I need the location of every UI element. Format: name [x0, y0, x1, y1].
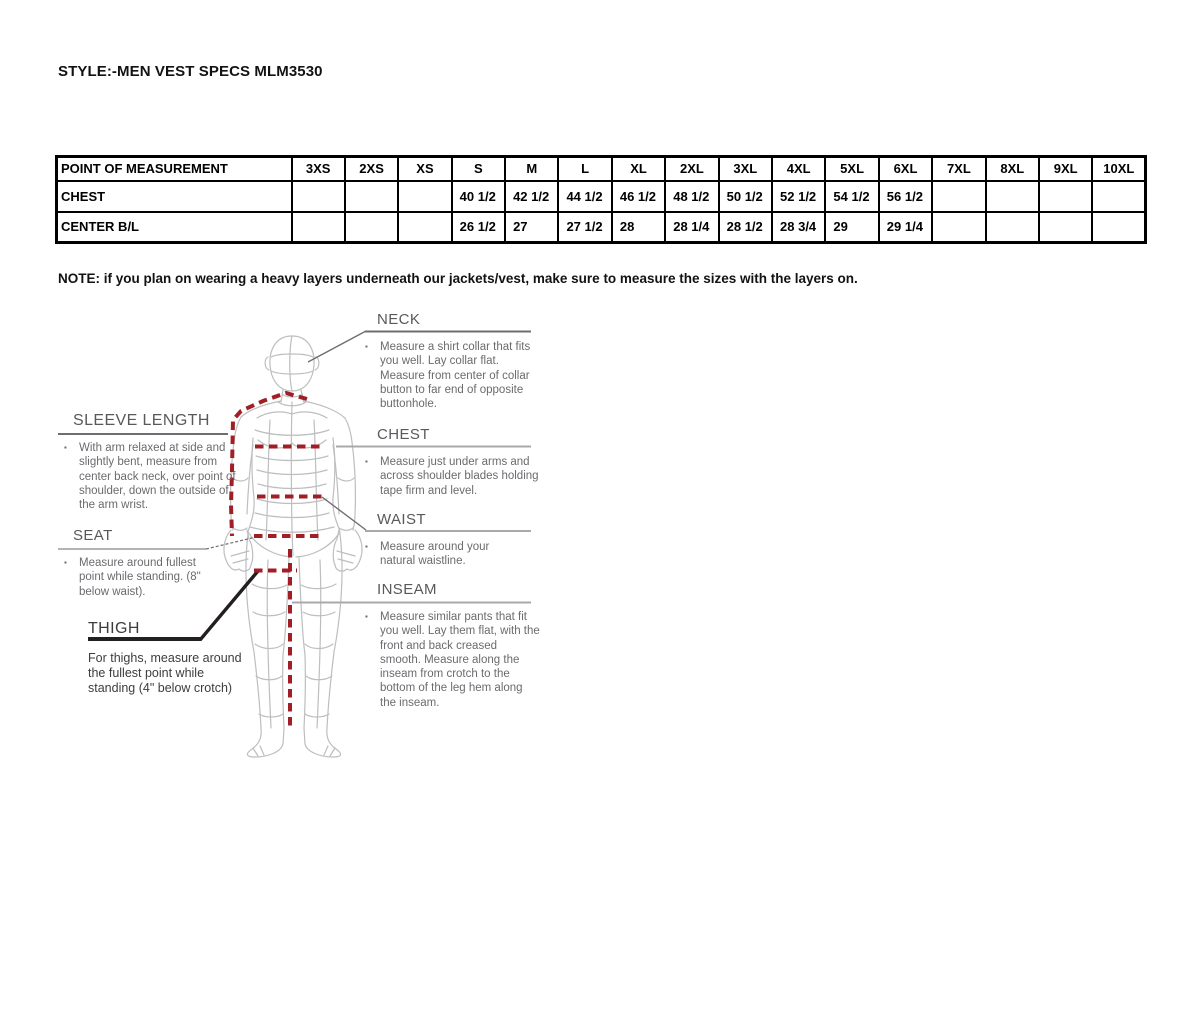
column-header-size: 3XS [292, 157, 345, 181]
row-label: CENTER B/L [57, 212, 292, 243]
thigh-description: For thighs, measure around the fullest point while standing (4" below crotch) [88, 651, 242, 695]
column-header-size: XL [612, 157, 665, 181]
table-cell: 50 1/2 [719, 181, 772, 212]
column-header-size: 8XL [986, 157, 1039, 181]
neck-and-sleeve-measure-line [231, 393, 307, 536]
waist-description: Measure around your natural waistline. [380, 541, 490, 568]
neck-connector-line [308, 331, 366, 362]
column-header-size: 5XL [825, 157, 878, 181]
seat-description: Measure around fullest point while standing. (8" below waist). [79, 557, 201, 598]
column-header-size: 3XL [719, 157, 772, 181]
column-header-size: L [558, 157, 611, 181]
neck-heading: NECK [377, 311, 421, 328]
table-cell: 54 1/2 [825, 181, 878, 212]
column-header-size: S [452, 157, 505, 181]
waist-heading: WAIST [377, 511, 426, 528]
column-header-size: M [505, 157, 558, 181]
table-cell: 48 1/2 [665, 181, 718, 212]
square-bullet-icon: ▪ [64, 443, 67, 452]
square-bullet-icon: ▪ [365, 342, 368, 351]
table-cell: 52 1/2 [772, 181, 825, 212]
square-bullet-icon: ▪ [365, 612, 368, 621]
note-text: NOTE: if you plan on wearing a heavy layers underneath our jackets/vest, make sure to measure the sizes with the layers on. [58, 271, 858, 286]
table-cell: 28 1/2 [719, 212, 772, 243]
seat-heading: SEAT [73, 527, 113, 544]
inseam-heading: INSEAM [377, 581, 437, 598]
column-header-size: 9XL [1039, 157, 1092, 181]
section-seat [64, 527, 224, 599]
column-header-size: 4XL [772, 157, 825, 181]
column-header-point-of-measurement: POINT OF MEASUREMENT [57, 157, 292, 181]
row-label: CHEST [57, 181, 292, 212]
inseam-description: Measure similar pants that fit you well. Lay them flat, with the front and back creased smooth. Measure along the inseam from crotch to the bottom of the leg hem along the inseam. [380, 611, 540, 709]
section-waist [365, 511, 525, 569]
page-title: STYLE:-MEN VEST SPECS MLM3530 [58, 63, 323, 80]
column-header-size: 6XL [879, 157, 932, 181]
table-cell: 27 1/2 [558, 212, 611, 243]
table-cell: 29 1/4 [879, 212, 932, 243]
square-bullet-icon: ▪ [365, 457, 368, 466]
sleeve-length-description: With arm relaxed at side and slightly bent, measure from center back neck, over point of shoulder, down the outside of the arm wrist. [79, 442, 236, 512]
table-cell: 27 [505, 212, 558, 243]
sleeve-length-heading: SLEEVE LENGTH [73, 412, 210, 429]
table-cell: 28 3/4 [772, 212, 825, 243]
table-cell: 28 1/4 [665, 212, 718, 243]
column-header-size: 10XL [1092, 157, 1145, 181]
thigh-heading: THIGH [88, 620, 140, 637]
square-bullet-icon: ▪ [64, 558, 67, 567]
table-cell: 46 1/2 [612, 181, 665, 212]
chest-description: Measure just under arms and across shoulder blades holding tape firm and level. [380, 456, 539, 497]
table-cell: 56 1/2 [879, 181, 932, 212]
column-header-size: XS [398, 157, 451, 181]
column-header-size: 2XL [665, 157, 718, 181]
square-bullet-icon: ▪ [365, 542, 368, 551]
section-thigh [88, 620, 253, 696]
neck-description: Measure a shirt collar that fits you well. Lay collar flat. Measure from center of collar button to far end of opposite buttonhole. [380, 341, 531, 411]
column-header-size: 2XS [345, 157, 398, 181]
section-sleeve-length [64, 412, 239, 512]
table-cell: 44 1/2 [558, 181, 611, 212]
table-cell: 40 1/2 [452, 181, 505, 212]
table-cell: 28 [612, 212, 665, 243]
table-cell: 26 1/2 [452, 212, 505, 243]
chest-heading: CHEST [377, 426, 430, 443]
section-neck [365, 311, 540, 411]
section-chest [365, 426, 540, 498]
section-inseam [365, 581, 540, 710]
table-cell: 29 [825, 212, 878, 243]
table-cell: 42 1/2 [505, 181, 558, 212]
column-header-size: 7XL [932, 157, 985, 181]
